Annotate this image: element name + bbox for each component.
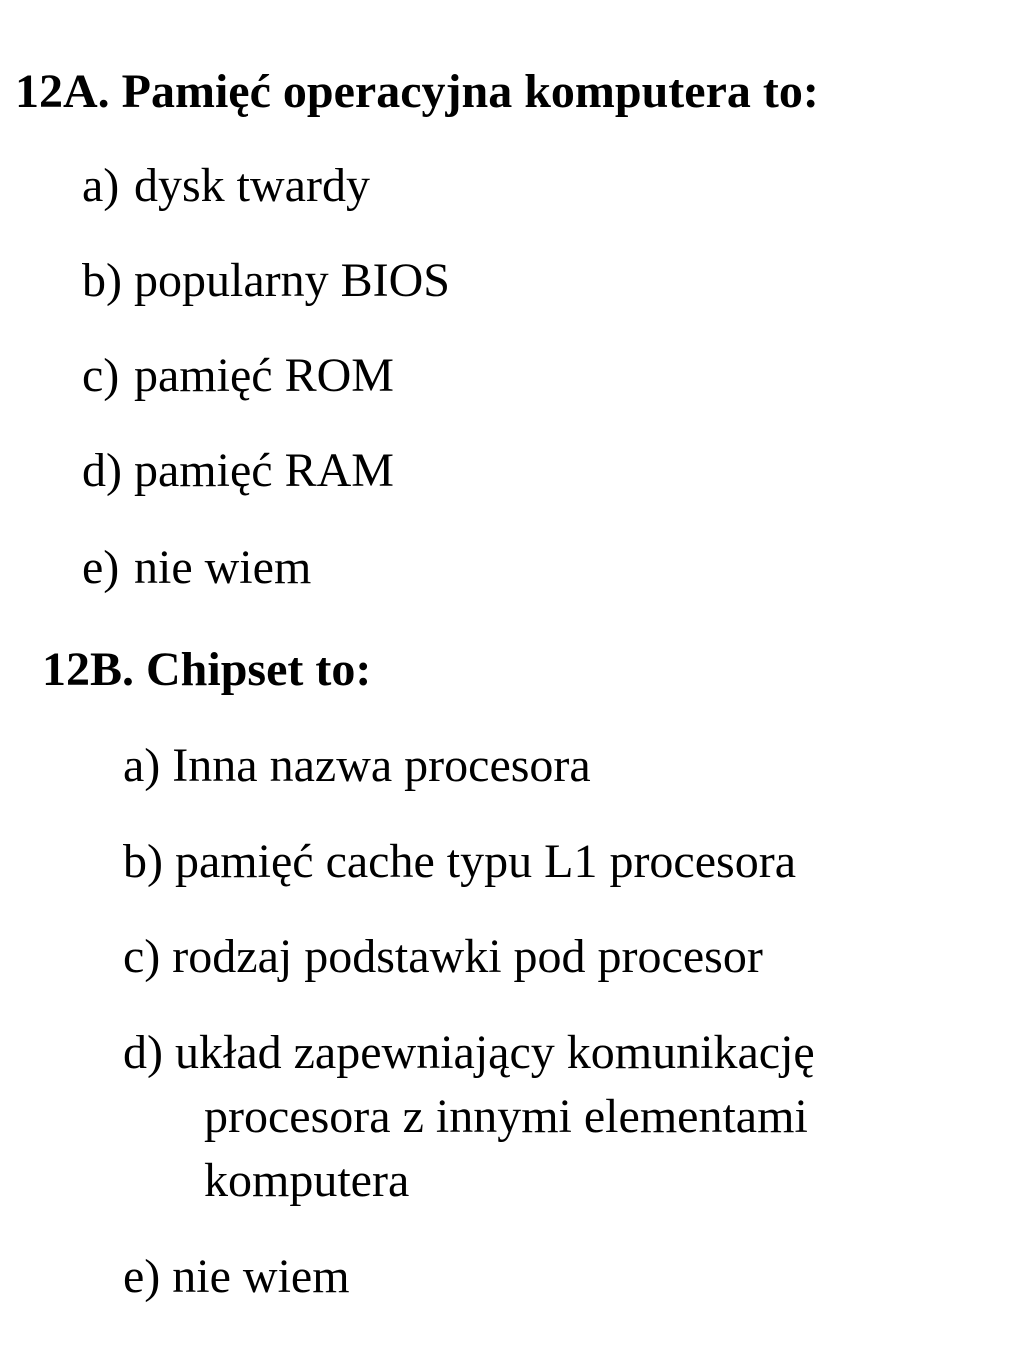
option-letter: c) [82, 349, 120, 402]
option-text: popularny BIOS [134, 254, 450, 307]
q12a-option-c [82, 348, 394, 404]
option-letter: b) [82, 254, 122, 307]
option-text: dysk twardy [134, 159, 370, 212]
option-text: pamięć RAM [134, 444, 394, 497]
q12b-option-b: b) pamięć cache typu L1 procesora [123, 835, 797, 888]
question-12a-title: 12A. Pamięć operacyjna komputera to: [15, 65, 819, 118]
option-line-continuation: procesora z innymi elementami [204, 1090, 808, 1143]
q12b-option-e: e) nie wiem [123, 1250, 350, 1303]
q12b-option-c: c) rodzaj podstawki pod procesor [123, 930, 763, 983]
q12a-option-d [82, 443, 394, 499]
q12a-option-a [82, 158, 370, 214]
q12b-option-a: a) Inna nazwa procesora [123, 739, 591, 792]
option-text: nie wiem [134, 541, 312, 594]
q12a-option-b [82, 253, 450, 309]
q12b-option-d [123, 1021, 815, 1213]
q12a-option-e [82, 540, 311, 596]
option-text: pamięć ROM [134, 349, 394, 402]
option-letter: e) [82, 541, 120, 594]
option-letter: d) [82, 444, 122, 497]
option-letter: a) [82, 159, 120, 212]
option-line: d) układ zapewniający komunikację [123, 1026, 815, 1079]
option-line-continuation: komputera [204, 1154, 410, 1207]
question-12b-title: 12B. Chipset to: [42, 643, 372, 696]
